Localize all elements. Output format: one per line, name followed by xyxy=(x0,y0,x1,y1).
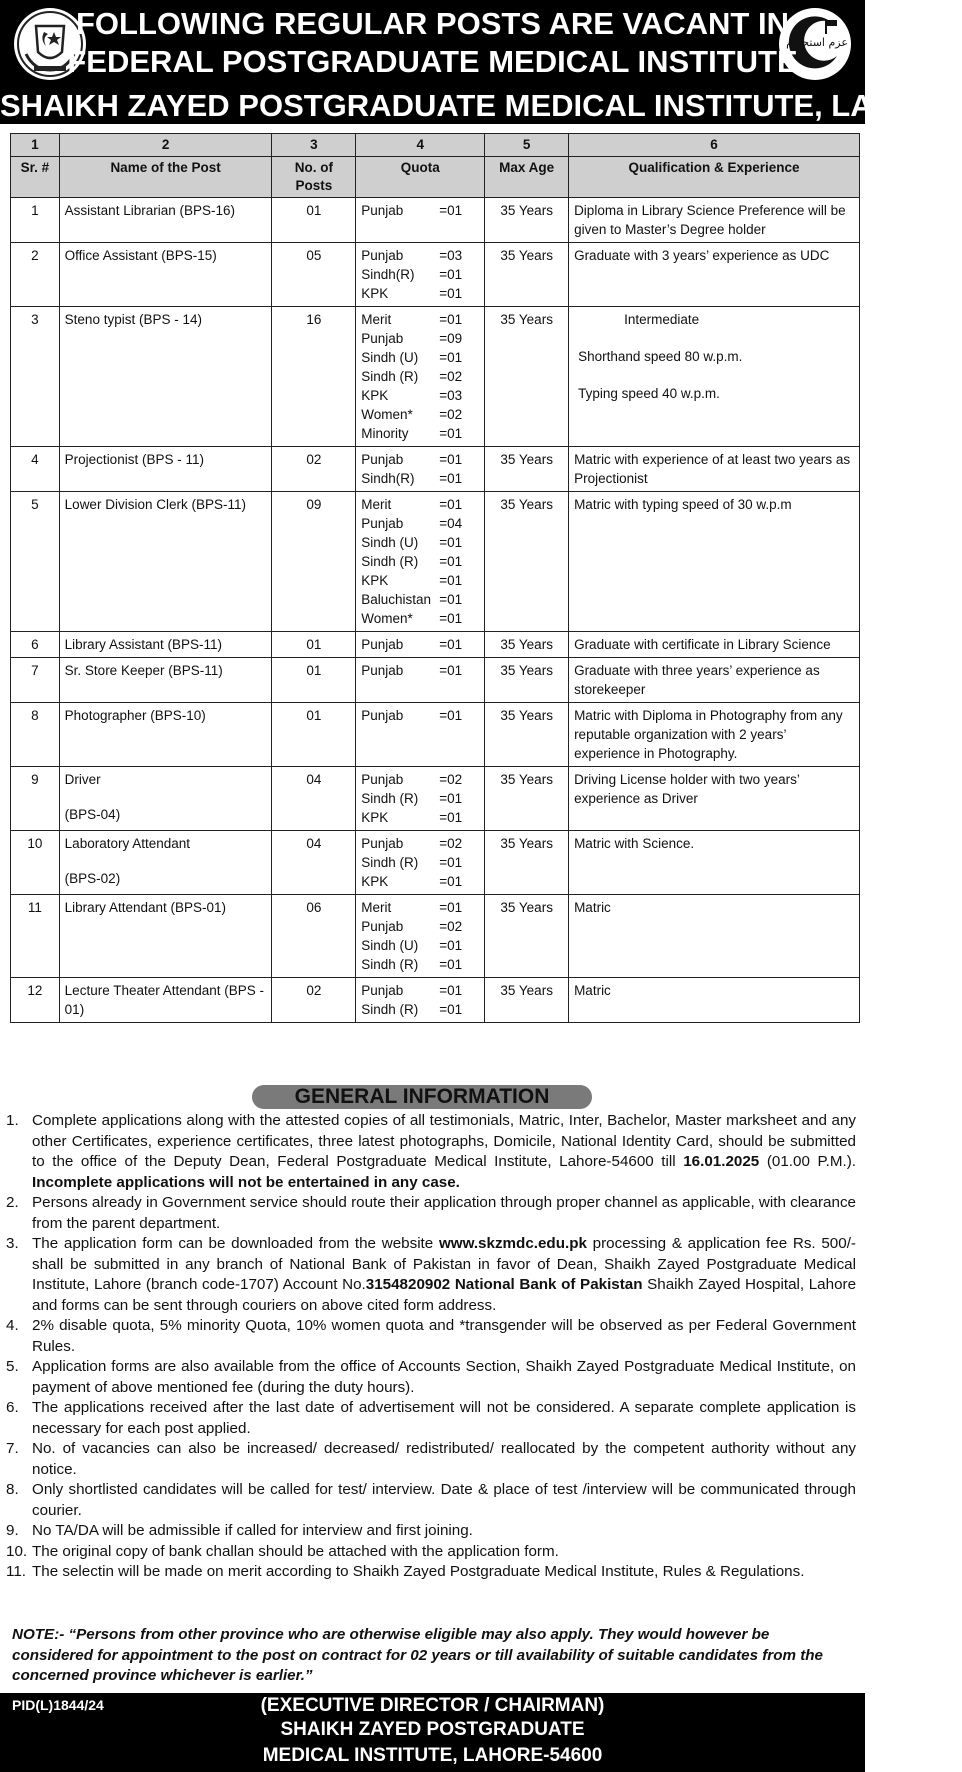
vacancy-table xyxy=(10,133,860,1023)
post-title: Steno typist (BPS - 14) xyxy=(64,312,202,327)
table-row xyxy=(11,767,860,831)
info-text: Incomplete applications will not be entertained in any case. xyxy=(32,1173,460,1191)
quota-region: Punjab xyxy=(361,772,404,787)
quota-region: Punjab xyxy=(361,452,404,467)
post-title: Sr. Store Keeper (BPS-11) xyxy=(64,663,223,678)
quota-region: KPK xyxy=(361,874,389,889)
quota-count: =01 xyxy=(439,900,463,915)
cell-post-name xyxy=(59,447,272,492)
cell-posts-count: 02 xyxy=(272,447,356,492)
info-item xyxy=(6,1357,856,1398)
cell-quota xyxy=(356,767,485,831)
info-text: www.skzmdc.edu.pk xyxy=(438,1235,587,1252)
column-number: 3 xyxy=(272,134,356,157)
quota-region: Women* xyxy=(361,407,413,422)
post-title: Driver xyxy=(64,772,101,787)
column-header-row xyxy=(11,157,860,198)
column-number: 5 xyxy=(485,134,569,157)
cell-posts-count: 04 xyxy=(272,831,356,895)
cell-post-name xyxy=(59,703,272,767)
info-item xyxy=(6,1521,856,1542)
cell-quota xyxy=(356,831,485,895)
quota-count: =01 xyxy=(439,350,463,365)
info-item-number: 9. xyxy=(6,1522,19,1539)
header-qualification: Qualification & Experience xyxy=(569,157,860,198)
post-title: Photographer (BPS-10) xyxy=(64,708,206,723)
quota-region: Sindh (U) xyxy=(361,938,419,953)
header-banner xyxy=(0,0,962,124)
table-row xyxy=(11,198,860,243)
cell-posts-count: 02 xyxy=(272,978,356,1023)
quota-grid xyxy=(361,706,479,725)
cell-posts-count: 05 xyxy=(272,243,356,307)
table-row xyxy=(11,492,860,632)
quota-grid xyxy=(361,661,479,680)
cell-quota xyxy=(356,703,485,767)
info-item xyxy=(6,1193,856,1234)
cell-posts-count: 01 xyxy=(272,198,356,243)
quota-count: =01 xyxy=(439,497,463,512)
cell-sr: 5 xyxy=(11,492,60,632)
quota-region: Baluchistan xyxy=(361,592,432,607)
qualification-text: Matric with Science. xyxy=(574,836,695,851)
quota-region: Punjab xyxy=(361,637,404,652)
cell-qualification xyxy=(569,307,860,447)
cell-post-name xyxy=(59,978,272,1023)
quota-count: =01 xyxy=(439,708,463,723)
cell-max-age: 35 Years xyxy=(485,895,569,978)
quota-count: =01 xyxy=(439,957,463,972)
info-text: The selectin will be made on merit according to Shaikh Zayed Postgraduate Medical Institute, Rules & Regulations. xyxy=(32,1563,805,1580)
cell-qualification xyxy=(569,243,860,307)
info-item-number: 6. xyxy=(6,1399,19,1416)
header-sr: Sr. # xyxy=(11,157,60,198)
quota-region: Punjab xyxy=(361,203,404,218)
qualification-line: Shorthand speed 80 w.p.m. xyxy=(578,349,743,364)
cell-sr: 7 xyxy=(11,658,60,703)
table-row xyxy=(11,632,860,658)
cell-sr: 6 xyxy=(11,632,60,658)
cell-sr: 8 xyxy=(11,703,60,767)
header-max-age: Max Age xyxy=(485,157,569,198)
cell-post-name xyxy=(59,198,272,243)
cell-qualification xyxy=(569,831,860,895)
quota-count: =01 xyxy=(439,938,463,953)
info-item-number: 4. xyxy=(6,1317,19,1334)
quota-count: =01 xyxy=(439,426,463,441)
footer-banner xyxy=(0,1693,865,1772)
column-number: 1 xyxy=(11,134,60,157)
cell-posts-count: 04 xyxy=(272,767,356,831)
cell-posts-count: 16 xyxy=(272,307,356,447)
info-item-number: 5. xyxy=(6,1358,19,1375)
quota-region: Punjab xyxy=(361,248,404,263)
cell-max-age: 35 Years xyxy=(485,632,569,658)
column-number: 2 xyxy=(59,134,272,157)
quota-count: =01 xyxy=(439,452,463,467)
vacancy-rows xyxy=(11,198,860,1023)
column-number: 6 xyxy=(569,134,860,157)
quota-region: Merit xyxy=(361,900,392,915)
cell-sr: 1 xyxy=(11,198,60,243)
cell-max-age: 35 Years xyxy=(485,658,569,703)
quota-region: Punjab xyxy=(361,983,404,998)
cell-max-age: 35 Years xyxy=(485,243,569,307)
cell-post-name xyxy=(59,307,272,447)
info-text: 3154820902 National Bank of Pakistan xyxy=(365,1276,643,1293)
post-title: Office Assistant (BPS-15) xyxy=(64,248,217,263)
quota-region: Sindh (R) xyxy=(361,369,419,384)
cell-sr: 11 xyxy=(11,895,60,978)
cell-posts-count: 09 xyxy=(272,492,356,632)
cell-quota xyxy=(356,198,485,243)
cell-max-age: 35 Years xyxy=(485,307,569,447)
quota-count: =03 xyxy=(439,388,463,403)
cell-posts-count: 06 xyxy=(272,895,356,978)
cell-max-age: 35 Years xyxy=(485,831,569,895)
cell-sr: 9 xyxy=(11,767,60,831)
quota-count: =02 xyxy=(439,836,463,851)
quota-region: Sindh (R) xyxy=(361,554,419,569)
quota-region: Punjab xyxy=(361,708,404,723)
quota-grid xyxy=(361,834,479,891)
quota-region: KPK xyxy=(361,573,389,588)
cell-sr: 3 xyxy=(11,307,60,447)
quota-region: Sindh(R) xyxy=(361,471,415,486)
quota-region: Sindh(R) xyxy=(361,267,415,282)
quota-grid xyxy=(361,495,479,628)
qualification-text: Matric xyxy=(574,983,611,998)
quota-count: =02 xyxy=(439,369,463,384)
quota-region: Punjab xyxy=(361,663,404,678)
qualification-line: Intermediate xyxy=(624,312,700,327)
cell-max-age: 35 Years xyxy=(485,198,569,243)
info-item-number: 1. xyxy=(6,1112,19,1129)
quota-grid xyxy=(361,635,479,654)
heading-line-1: FOLLOWING REGULAR POSTS ARE VACANT IN xyxy=(76,6,789,41)
quota-count: =01 xyxy=(439,791,463,806)
quota-count: =01 xyxy=(439,471,463,486)
cell-quota xyxy=(356,492,485,632)
info-item-number: 3. xyxy=(6,1235,19,1252)
qualification-text: Diploma in Library Science Preference will be given to Master’s Degree holder xyxy=(574,203,846,237)
quota-count: =01 xyxy=(439,286,463,301)
quota-grid xyxy=(361,246,479,303)
cell-post-name xyxy=(59,895,272,978)
general-information-title: GENERAL INFORMATION xyxy=(252,1085,592,1109)
cell-qualification xyxy=(569,447,860,492)
post-scale: (BPS-04) xyxy=(64,807,121,822)
table-row xyxy=(11,307,860,447)
footer-line-3: MEDICAL INSTITUTE, LAHORE-54600 xyxy=(262,1745,603,1766)
cell-posts-count: 01 xyxy=(272,658,356,703)
info-text: Shaikh Zayed Hospital, Lahore and forms can be sent through couriers on above cited form address. xyxy=(32,1276,857,1314)
post-title: Library Assistant (BPS-11) xyxy=(64,637,222,652)
quota-count: =01 xyxy=(439,983,463,998)
info-text: processing & application fee Rs. 500/- shall be submitted in any branch of National Bank of Pakistan in favor of Dean, Shaikh Zayed Postgraduate Medical Institute, Lahore (branch code-1707) Account No. xyxy=(32,1235,856,1293)
cell-sr: 4 xyxy=(11,447,60,492)
info-text: The original copy of bank challan should be attached with the application form. xyxy=(32,1542,559,1560)
quota-count: =01 xyxy=(439,810,463,825)
quota-region: Merit xyxy=(361,497,392,512)
general-information-list xyxy=(6,1111,856,1583)
qualification-line: Typing speed 40 w.p.m. xyxy=(578,386,720,401)
info-item xyxy=(6,1316,856,1357)
quota-count: =01 xyxy=(439,312,463,327)
quota-count: =01 xyxy=(439,554,463,569)
post-title: Lecture Theater Attendant (BPS - 01) xyxy=(64,983,265,1017)
quota-region: Punjab xyxy=(361,919,404,934)
info-item-number: 7. xyxy=(6,1440,19,1457)
logo-urdu-text: عزم استحکام xyxy=(786,36,848,49)
quota-region: Sindh (R) xyxy=(361,855,419,870)
quota-count: =01 xyxy=(439,663,463,678)
heading-line-3: SHAIKH ZAYED POSTGRADUATE MEDICAL INSTITUTE, LAHORE xyxy=(0,88,962,123)
info-item-number: 10. xyxy=(6,1542,28,1560)
footer-line-1: (EXECUTIVE DIRECTOR / CHAIRMAN) xyxy=(260,1695,605,1716)
cell-post-name xyxy=(59,658,272,703)
cell-post-name xyxy=(59,243,272,307)
table-row xyxy=(11,658,860,703)
cell-posts-count: 01 xyxy=(272,632,356,658)
info-item xyxy=(6,1542,856,1563)
quota-count: =04 xyxy=(439,516,463,531)
quota-grid xyxy=(361,770,479,827)
post-title: Library Attendant (BPS-01) xyxy=(64,900,227,915)
qualification-text: Matric with typing speed of 30 w.p.m xyxy=(574,497,792,512)
quota-region: Sindh (R) xyxy=(361,1002,419,1017)
post-title: Projectionist (BPS - 11) xyxy=(64,452,204,467)
table-row xyxy=(11,831,860,895)
cell-qualification xyxy=(569,703,860,767)
quota-count: =01 xyxy=(439,592,463,607)
table-row xyxy=(11,703,860,767)
cell-post-name xyxy=(59,492,272,632)
info-text: 2% disable quota, 5% minority Quota, 10% women quota and *transgender will be observed as per Federal Government Rules. xyxy=(32,1317,856,1355)
qualification-text: Graduate with certificate in Library Science xyxy=(574,637,831,652)
cell-quota xyxy=(356,632,485,658)
header-post-name: Name of the Post xyxy=(59,157,272,198)
cell-max-age: 35 Years xyxy=(485,447,569,492)
info-text: Persons already in Government service should route their application through proper channel as applicable, with clearance from the parent department. xyxy=(32,1194,856,1232)
info-item-number: 8. xyxy=(6,1481,19,1498)
info-item xyxy=(6,1398,856,1439)
footer-line-2: SHAIKH ZAYED POSTGRADUATE xyxy=(280,1719,585,1740)
info-item xyxy=(6,1480,856,1521)
info-text: (01.00 P.M.). xyxy=(759,1153,857,1170)
quota-region: Sindh (U) xyxy=(361,535,419,550)
qualification-text: Matric with Diploma in Photography from any reputable organization with 2 years’ experience in Photography. xyxy=(574,708,843,761)
info-text: No TA/DA will be admissible if called for interview and first joining. xyxy=(32,1522,473,1539)
cell-quota xyxy=(356,895,485,978)
cell-quota xyxy=(356,307,485,447)
cell-post-name xyxy=(59,632,272,658)
quota-region: Punjab xyxy=(361,331,404,346)
column-number-row xyxy=(11,134,860,157)
qualification-text: Driving License holder with two years’ experience as Driver xyxy=(574,772,800,806)
qualification-text: Graduate with three years’ experience as storekeeper xyxy=(574,663,820,697)
quota-region: Women* xyxy=(361,611,413,626)
quota-count: =01 xyxy=(439,535,463,550)
quota-count: =01 xyxy=(439,1002,463,1017)
info-item xyxy=(6,1234,856,1316)
post-title: Lower Division Clerk (BPS-11) xyxy=(64,497,246,512)
cell-sr: 2 xyxy=(11,243,60,307)
table-row xyxy=(11,895,860,978)
table-row xyxy=(11,978,860,1023)
quota-grid xyxy=(361,898,479,974)
info-text: The applications received after the last date of advertisement will not be considered. A separate complete application is necessary for each post applied. xyxy=(32,1399,856,1437)
cell-posts-count: 01 xyxy=(272,703,356,767)
quota-count: =01 xyxy=(439,855,463,870)
info-item xyxy=(6,1562,856,1583)
quota-region: KPK xyxy=(361,388,389,403)
cell-qualification xyxy=(569,492,860,632)
column-number: 4 xyxy=(356,134,485,157)
quota-count: =01 xyxy=(439,637,463,652)
quota-grid xyxy=(361,201,479,220)
cell-quota xyxy=(356,658,485,703)
cell-sr: 12 xyxy=(11,978,60,1023)
post-scale: (BPS-02) xyxy=(64,871,121,886)
vacancy-table-container xyxy=(10,133,860,1023)
info-text: 16.01.2025 xyxy=(683,1153,760,1170)
info-item-number: 11. xyxy=(6,1563,26,1580)
info-text: Complete applications along with the attested copies of all testimonials, Matric, Inter, Bachelor, Master marksheet and any other Certificates, experience certificates, three latest photographs, Domicile, National Identity Card, should be submitted to the office of the Deputy Dean, Federal Postgraduate Medical Institute, Lahore-54600 till xyxy=(32,1112,856,1170)
cell-qualification xyxy=(569,198,860,243)
info-text: No. of vacancies can also be increased/ decreased/ redistributed/ reallocated by the competent authority without any notice. xyxy=(32,1440,856,1478)
post-title: Laboratory Attendant xyxy=(64,836,191,851)
quota-region: KPK xyxy=(361,286,389,301)
qualification-text: Matric with experience of at least two years as Projectionist xyxy=(574,452,851,486)
quota-count: =02 xyxy=(439,772,463,787)
cell-quota xyxy=(356,978,485,1023)
quota-region: Sindh (R) xyxy=(361,957,419,972)
quota-grid xyxy=(361,310,479,443)
quota-count: =01 xyxy=(439,611,463,626)
cell-max-age: 35 Years xyxy=(485,767,569,831)
cell-quota xyxy=(356,447,485,492)
info-item xyxy=(6,1111,856,1193)
table-row xyxy=(11,243,860,307)
quota-count: =03 xyxy=(439,248,463,263)
post-title: Assistant Librarian (BPS-16) xyxy=(64,203,235,218)
cell-quota xyxy=(356,243,485,307)
quota-count: =01 xyxy=(439,203,463,218)
cell-qualification xyxy=(569,658,860,703)
cell-post-name xyxy=(59,767,272,831)
cell-qualification xyxy=(569,978,860,1023)
quota-count: =09 xyxy=(439,331,463,346)
header-no-of-posts: No. of Posts xyxy=(272,157,356,198)
info-text: The application form can be downloaded from the website xyxy=(32,1235,439,1252)
info-text: Only shortlisted candidates will be called for test/ interview. Date & place of test /interview will be communicated through courier. xyxy=(32,1481,856,1519)
table-row xyxy=(11,447,860,492)
quota-grid xyxy=(361,450,479,488)
quota-region: Punjab xyxy=(361,516,404,531)
quota-count: =01 xyxy=(439,267,463,282)
quota-region: Punjab xyxy=(361,836,404,851)
cell-qualification xyxy=(569,895,860,978)
quota-count: =01 xyxy=(439,573,463,588)
quota-region: Sindh (R) xyxy=(361,791,419,806)
quota-grid xyxy=(361,981,479,1019)
quota-region: Minority xyxy=(361,426,409,441)
info-item xyxy=(6,1439,856,1480)
info-text: Application forms are also available from the office of Accounts Section, Shaikh Zayed Postgraduate Medical Institute, on payment of above mentioned fee (during the duty hours). xyxy=(32,1358,856,1396)
quota-region: Merit xyxy=(361,312,392,327)
quota-count: =01 xyxy=(439,874,463,889)
quota-region: KPK xyxy=(361,810,389,825)
cell-qualification xyxy=(569,632,860,658)
pid-number: PID(L)1844/24 xyxy=(12,1697,104,1713)
cell-sr: 10 xyxy=(11,831,60,895)
info-item-number: 2. xyxy=(6,1194,19,1211)
cell-max-age: 35 Years xyxy=(485,703,569,767)
quota-count: =02 xyxy=(439,919,463,934)
qualification-text: Graduate with 3 years’ experience as UDC xyxy=(574,248,830,263)
heading-line-2: FEDERAL POSTGRADUATE MEDICAL INSTITUTE xyxy=(67,44,798,79)
cell-post-name xyxy=(59,831,272,895)
quota-count: =02 xyxy=(439,407,463,422)
cell-max-age: 35 Years xyxy=(485,492,569,632)
cell-max-age: 35 Years xyxy=(485,978,569,1023)
qualification-text: Matric xyxy=(574,900,611,915)
quota-region: Sindh (U) xyxy=(361,350,419,365)
eligibility-note: NOTE:- “Persons from other province who are otherwise eligible may also apply. They would however be considered for appointment to the post on contract for 02 years or till availability of suitable candidates from the concerned province whichever is earlier.” xyxy=(12,1626,823,1684)
header-quota: Quota xyxy=(356,157,485,198)
cell-qualification xyxy=(569,767,860,831)
